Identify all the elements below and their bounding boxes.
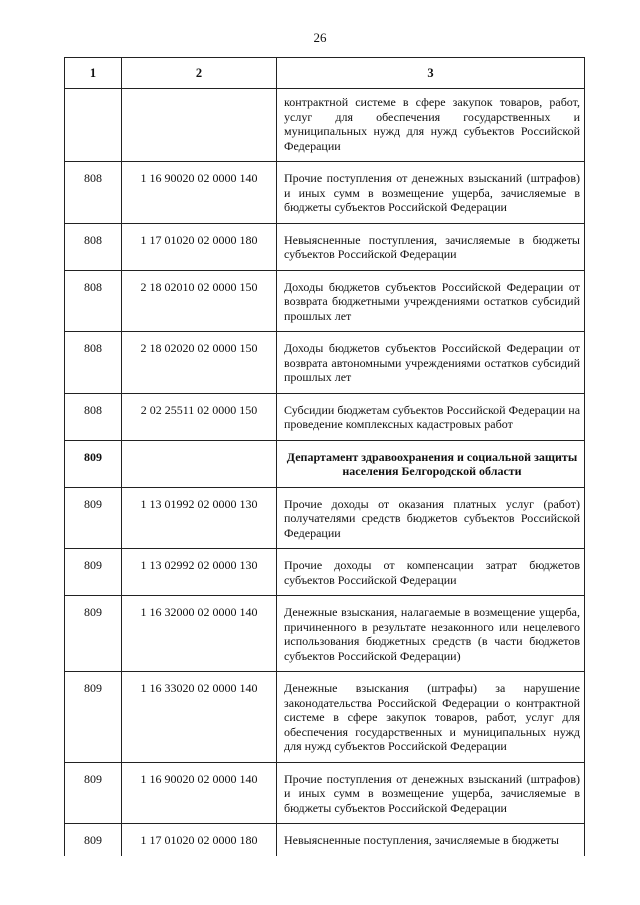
page-number: 26 <box>313 30 327 45</box>
revenue-code-cell: 1 16 33020 02 0000 140 <box>122 672 277 763</box>
revenue-code-cell: 2 18 02010 02 0000 150 <box>122 270 277 332</box>
admin-code-cell <box>65 89 122 162</box>
admin-code-cell: 809 <box>65 672 122 763</box>
table-row <box>65 162 585 224</box>
header-row <box>65 58 585 89</box>
admin-code-cell: 808 <box>65 270 122 332</box>
admin-code-cell: 809 <box>65 824 122 856</box>
table-row <box>65 89 585 162</box>
department-name-cell: Департамент здравоохранения и социальной защиты населения Белгородской области <box>277 440 585 487</box>
revenue-codes-table <box>64 57 585 856</box>
table-row <box>65 824 585 856</box>
description-cell: Прочие доходы от оказания платных услуг (работ) получателями средств бюджетов субъектов Российской Федерации <box>277 487 585 549</box>
table-row <box>65 223 585 270</box>
revenue-code-cell: 1 16 90020 02 0000 140 <box>122 162 277 224</box>
revenue-code-cell: 1 17 01020 02 0000 180 <box>122 223 277 270</box>
description-cell: Невыясненные поступления, зачисляемые в бюджеты <box>277 824 585 856</box>
revenue-code-cell <box>122 89 277 162</box>
table-row <box>65 549 585 596</box>
revenue-code-cell: 2 02 25511 02 0000 150 <box>122 393 277 440</box>
table-row <box>65 393 585 440</box>
table-row <box>65 487 585 549</box>
table-row <box>65 672 585 763</box>
admin-code-cell: 809 <box>65 596 122 672</box>
admin-code-cell: 808 <box>65 393 122 440</box>
description-cell: Денежные взыскания (штрафы) за нарушение законодательства Российской Федерации о контрактной системе в сфере закупок товаров, работ, услуг для обеспечения государственных и муниципальных нужд для нужд субъектов Российской Федерации <box>277 672 585 763</box>
admin-code-cell: 809 <box>65 549 122 596</box>
description-cell: Прочие поступления от денежных взысканий (штрафов) и иных сумм в возмещение ущерба, зачисляемые в бюджеты субъектов Российской Федерации <box>277 762 585 824</box>
revenue-code-cell: 1 13 01992 02 0000 130 <box>122 487 277 549</box>
description-cell: Денежные взыскания, налагаемые в возмещение ущерба, причиненного в результате незаконного или нецелевого использования бюджетных средств (в части бюджетов субъектов Российской Федерации) <box>277 596 585 672</box>
description-cell: Прочие поступления от денежных взысканий (штрафов) и иных сумм в возмещение ущерба, зачисляемые в бюджеты субъектов Российской Федерации <box>277 162 585 224</box>
description-cell: Доходы бюджетов субъектов Российской Федерации от возврата бюджетными учреждениями остатков субсидий прошлых лет <box>277 270 585 332</box>
admin-code-cell: 808 <box>65 332 122 394</box>
column-header-3: 3 <box>277 58 585 89</box>
description-cell: Субсидии бюджетам субъектов Российской Федерации на проведение комплексных кадастровых работ <box>277 393 585 440</box>
revenue-code-cell: 1 17 01020 02 0000 180 <box>122 824 277 856</box>
revenue-code-cell: 1 16 32000 02 0000 140 <box>122 596 277 672</box>
revenue-code-cell: 1 13 02992 02 0000 130 <box>122 549 277 596</box>
admin-code-cell: 808 <box>65 223 122 270</box>
description-cell: контрактной системе в сфере закупок товаров, работ, услуг для обеспечения государственных и муниципальных нужд для нужд субъектов Российской Федерации <box>277 89 585 162</box>
description-cell: Прочие доходы от компенсации затрат бюджетов субъектов Российской Федерации <box>277 549 585 596</box>
description-cell: Доходы бюджетов субъектов Российской Федерации от возврата автономными учреждениями остатков субсидий прошлых лет <box>277 332 585 394</box>
table-body <box>65 89 585 856</box>
admin-code-cell: 808 <box>65 162 122 224</box>
revenue-code-cell: 1 16 90020 02 0000 140 <box>122 762 277 824</box>
admin-code-cell: 809 <box>65 762 122 824</box>
table-row <box>65 762 585 824</box>
admin-code-cell: 809 <box>65 487 122 549</box>
admin-code-cell: 809 <box>65 440 122 487</box>
revenue-code-cell: 2 18 02020 02 0000 150 <box>122 332 277 394</box>
table-row <box>65 332 585 394</box>
table-header <box>65 58 585 89</box>
column-header-1: 1 <box>65 58 122 89</box>
table-row <box>65 270 585 332</box>
description-cell: Невыясненные поступления, зачисляемые в бюджеты субъектов Российской Федерации <box>277 223 585 270</box>
department-row <box>65 440 585 487</box>
revenue-code-cell <box>122 440 277 487</box>
column-header-2: 2 <box>122 58 277 89</box>
table-row <box>65 596 585 672</box>
